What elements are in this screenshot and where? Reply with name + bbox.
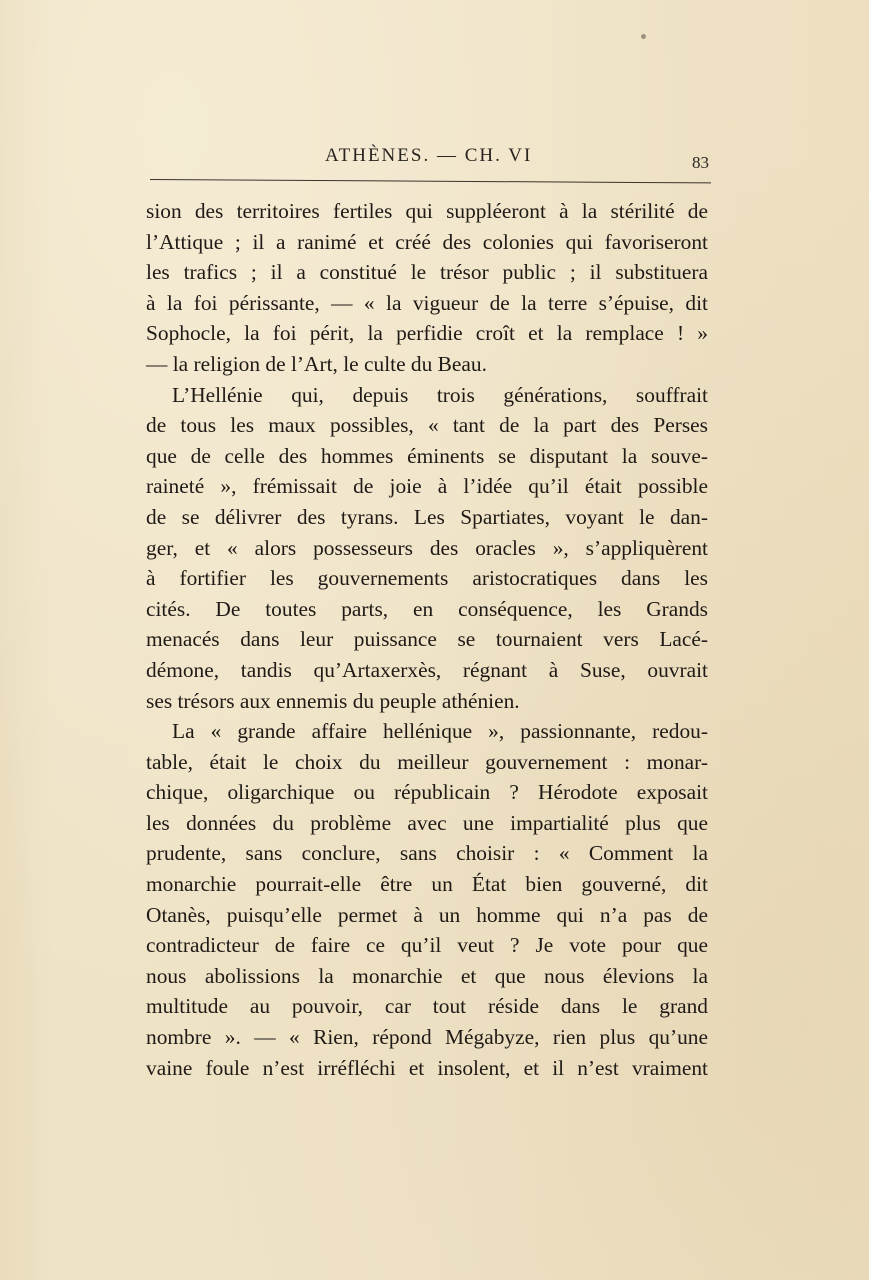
text-line: à fortifier les gouvernements aristocratiques dans les bbox=[146, 566, 708, 591]
header-rule bbox=[150, 179, 711, 183]
paper-speck bbox=[641, 34, 646, 39]
running-title: ATHÈNES. — CH. VI bbox=[325, 145, 533, 166]
page-header bbox=[150, 143, 711, 177]
text-line: de tous les maux possibles, « tant de la part des Perses bbox=[146, 413, 708, 438]
text-line: nombre ». — « Rien, répond Mégabyze, rien plus qu’une bbox=[146, 1025, 708, 1050]
text-line: ses trésors aux ennemis du peuple athénien. bbox=[146, 688, 520, 713]
text-line: vaine foule n’est irréfléchi et insolent, et il n’est vraiment bbox=[146, 1055, 708, 1080]
text-line: sion des territoires fertiles qui suppléeront à la stérilité de bbox=[146, 199, 708, 223]
text-line: les données du problème avec une impartialité plus que bbox=[146, 810, 708, 835]
text-line: multitude au pouvoir, car tout réside dans le grand bbox=[146, 994, 708, 1019]
text-line: ger, et « alors possesseurs des oracles », s’appliquèrent bbox=[146, 535, 708, 560]
text-line: raineté », frémissait de joie à l’idée qu’il était possible bbox=[146, 474, 708, 499]
text-line: à la foi périssante, — « la vigueur de la terre s’épuise, dit bbox=[146, 290, 708, 315]
paragraph-start-line: La « grande affaire hellénique », passionnante, redou- bbox=[172, 719, 708, 744]
text-line: démone, tandis qu’Artaxerxès, régnant à Suse, ouvrait bbox=[146, 657, 708, 682]
text-line: l’Attique ; il a ranimé et créé des colonies qui favoriseront bbox=[146, 229, 708, 254]
body-text bbox=[146, 196, 708, 1083]
text-line: menacés dans leur puissance se tournaient vers Lacé- bbox=[146, 627, 708, 652]
paragraph-start-line: L’Hellénie qui, depuis trois générations, souffrait bbox=[172, 382, 708, 407]
text-line: Sophocle, la foi périt, la perfidie croît et la remplace ! » bbox=[146, 321, 708, 346]
text-line: que de celle des hommes éminents se disputant la souve- bbox=[146, 443, 708, 468]
text-line: prudente, sans conclure, sans choisir : « Comment la bbox=[146, 841, 708, 866]
text-line: — la religion de l’Art, le culte du Beau. bbox=[146, 351, 487, 376]
text-line: contradicteur de faire ce qu’il veut ? Je vote pour que bbox=[146, 933, 708, 958]
text-line: cités. De toutes parts, en conséquence, les Grands bbox=[146, 596, 708, 621]
text-line: chique, oligarchique ou républicain ? Hérodote exposait bbox=[146, 780, 708, 805]
text-line: nous abolissions la monarchie et que nous élevions la bbox=[146, 963, 708, 988]
text-line: les trafics ; il a constitué le trésor public ; il substituera bbox=[146, 260, 708, 285]
text-line: Otanès, puisqu’elle permet à un homme qui n’a pas de bbox=[146, 902, 708, 927]
text-line: monarchie pourrait-elle être un État bien gouverné, dit bbox=[146, 872, 708, 897]
text-line: de se délivrer des tyrans. Les Spartiates, voyant le dan- bbox=[146, 504, 708, 529]
text-line: table, était le choix du meilleur gouvernement : monar- bbox=[146, 749, 708, 774]
page-number: 83 bbox=[692, 153, 709, 172]
